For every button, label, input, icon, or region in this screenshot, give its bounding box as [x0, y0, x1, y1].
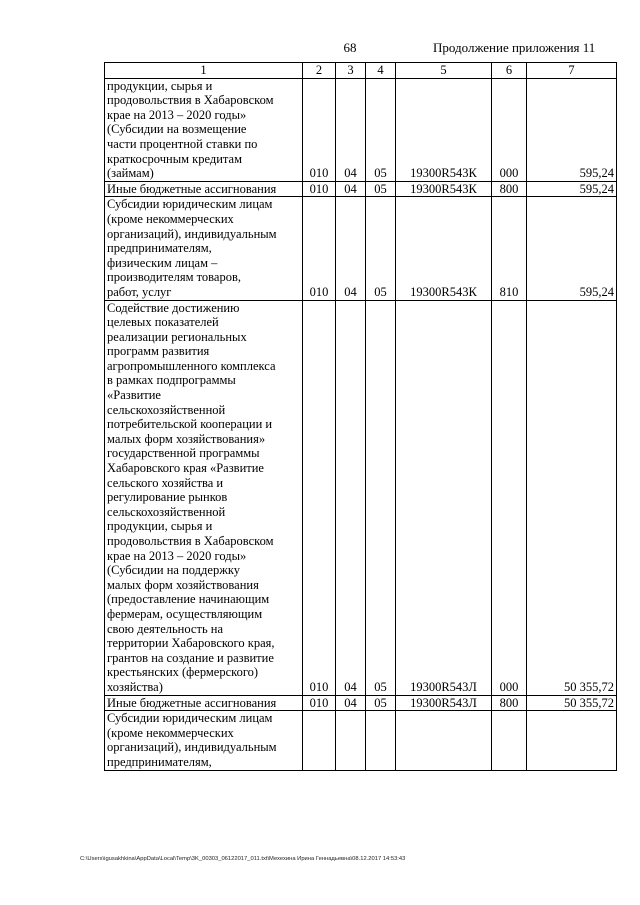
- file-path-footer: C:\Users\igusakhkina\AppData\Local\Temp\3K_00303_06122017_011.txt\Мехехина Ирина Геннадьевна\08.12.2017 14:53:43: [80, 856, 406, 862]
- column-header: 3: [336, 63, 366, 79]
- section-code: 04: [336, 78, 366, 181]
- table-row: [105, 300, 617, 695]
- amount: [527, 711, 617, 770]
- row-name: Субсидии юридическим лицам (кроме некоммерческих организаций), индивидуальным предпринимателям, физическим лицам – производителям товаров, работ, услуг: [105, 197, 303, 300]
- continuation-caption: Продолжение приложения 11: [433, 40, 596, 55]
- target-article-code: 19300R543К: [396, 181, 492, 197]
- table-row: [105, 78, 617, 181]
- table-row: [105, 181, 617, 197]
- ministry-code: 010: [303, 695, 336, 711]
- row-name: продукции, сырья и продовольствия в Хабаровском крае на 2013 – 2020 годы» (Субсидии на возмещение части процентной ставки по краткосрочным кредитам (займам): [105, 78, 303, 181]
- table-row: [105, 695, 617, 711]
- amount: 595,24: [527, 78, 617, 181]
- row-name: Субсидии юридическим лицам (кроме некоммерческих организаций), индивидуальным предпринимателям,: [105, 711, 303, 770]
- expense-type-code: [492, 711, 527, 770]
- table-row: [105, 711, 617, 770]
- budget-table: [104, 62, 617, 771]
- amount: 595,24: [527, 197, 617, 300]
- expense-type-code: 800: [492, 695, 527, 711]
- expense-type-code: 000: [492, 78, 527, 181]
- section-code: 04: [336, 181, 366, 197]
- subsection-code: 05: [366, 78, 396, 181]
- section-code: [336, 711, 366, 770]
- target-article-code: 19300R543К: [396, 197, 492, 300]
- ministry-code: 010: [303, 300, 336, 695]
- table-row: [105, 197, 617, 300]
- row-name: Иные бюджетные ассигнования: [105, 181, 303, 197]
- expense-type-code: 800: [492, 181, 527, 197]
- section-code: 04: [336, 197, 366, 300]
- target-article-code: 19300R543Л: [396, 695, 492, 711]
- subsection-code: 05: [366, 300, 396, 695]
- amount: 50 355,72: [527, 695, 617, 711]
- row-name: Содействие достижению целевых показателей реализации региональных программ развития агропромышленного комплекса в рамках подпрограммы «Развитие сельскохозяйственной потребительской кооперации и малых форм хозяйствования» государственной программы Хабаровского края «Развитие сельского хозяйства и регулирование рынков сельскохозяйственной продукции, сырья и продовольствия в Хабаровском крае на 2013 – 2020 годы» (Субсидии на поддержку малых форм хозяйствования (предоставление начинающим фермерам, осуществляющим свою деятельность на территории Хабаровского края, грантов на создание и развитие крестьянских (фермерского) хозяйства): [105, 300, 303, 695]
- ministry-code: 010: [303, 197, 336, 300]
- table-header-row: [105, 63, 617, 79]
- section-code: 04: [336, 695, 366, 711]
- target-article-code: 19300R543Л: [396, 300, 492, 695]
- amount: 50 355,72: [527, 300, 617, 695]
- expense-type-code: 000: [492, 300, 527, 695]
- subsection-code: 05: [366, 197, 396, 300]
- column-header: 4: [366, 63, 396, 79]
- column-header: 1: [105, 63, 303, 79]
- ministry-code: 010: [303, 181, 336, 197]
- subsection-code: [366, 711, 396, 770]
- section-code: 04: [336, 300, 366, 695]
- subsection-code: 05: [366, 181, 396, 197]
- target-article-code: [396, 711, 492, 770]
- column-header: 6: [492, 63, 527, 79]
- ministry-code: 010: [303, 78, 336, 181]
- amount: 595,24: [527, 181, 617, 197]
- target-article-code: 19300R543К: [396, 78, 492, 181]
- expense-type-code: 810: [492, 197, 527, 300]
- ministry-code: [303, 711, 336, 770]
- row-name: Иные бюджетные ассигнования: [105, 695, 303, 711]
- page-number: 68: [343, 40, 357, 55]
- subsection-code: 05: [366, 695, 396, 711]
- column-header: 2: [303, 63, 336, 79]
- column-header: 7: [527, 63, 617, 79]
- column-header: 5: [396, 63, 492, 79]
